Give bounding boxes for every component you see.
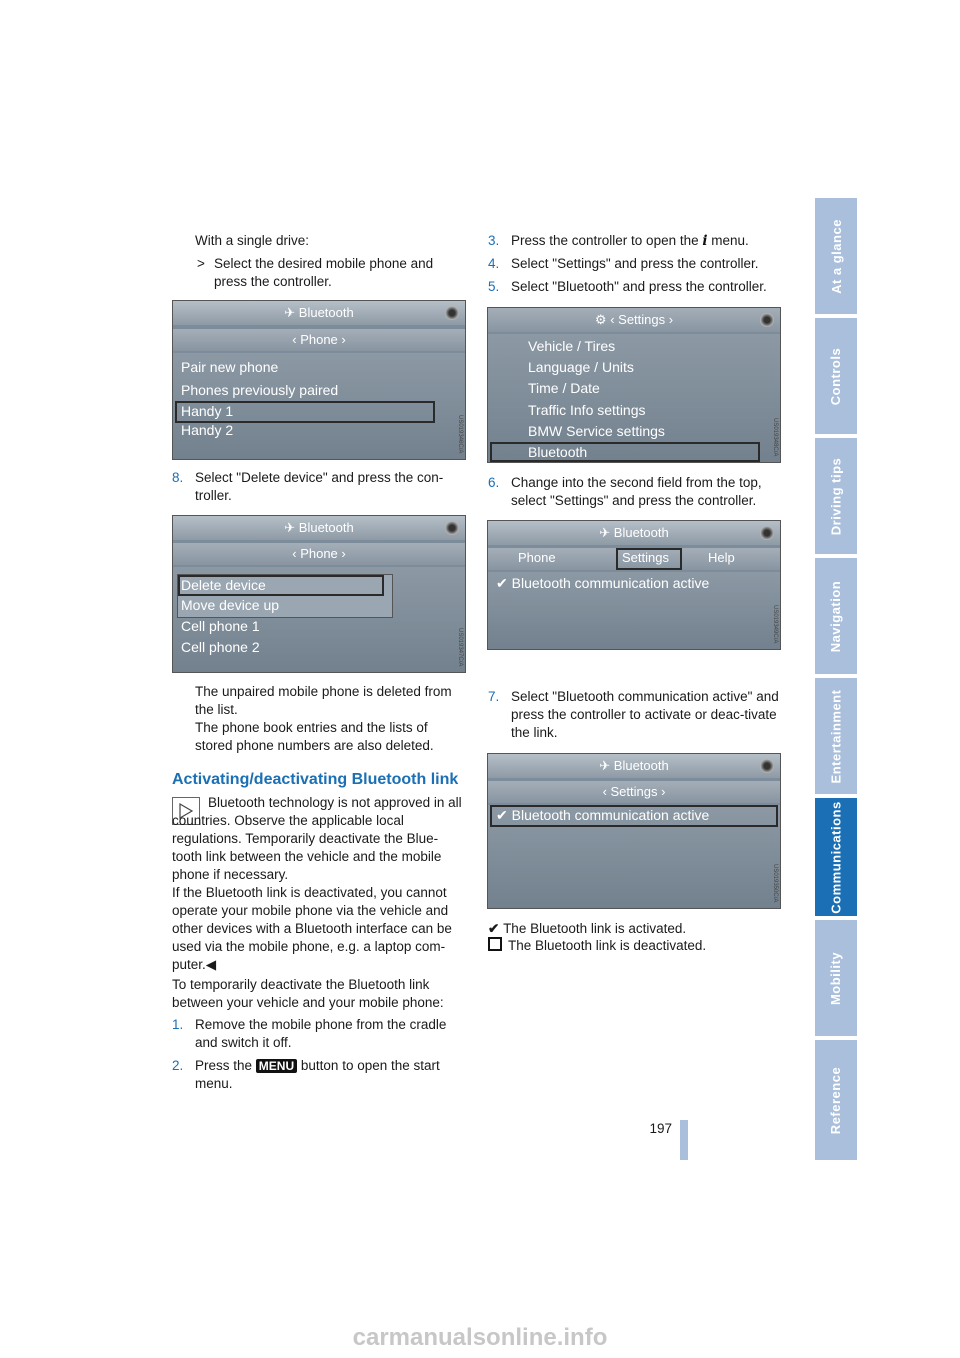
screen-title [173,516,465,540]
controller-icon [445,521,459,535]
screen-title-text: Bluetooth [298,305,354,320]
page-number: 197 [649,1121,672,1136]
image-code: US019350C/A [772,863,778,902]
info-icon: i [702,233,708,249]
side-tab-driving-tips[interactable] [815,438,857,554]
step-number: 6. [488,475,500,490]
screen-title [488,521,780,545]
paragraph: To temporarily deactivate the Bluetooth link between your vehicle and your mobile phone: [172,977,444,1010]
step-2-pre: Press the [195,1058,253,1073]
image-code: US019349C/A [772,604,778,643]
side-tab-label: Navigation [828,580,844,652]
result-text-1: The unpaired mobile phone is deleted from the list. [195,684,452,717]
screen-item: Time / Date [528,380,600,396]
screen-subtitle-text: ‹ Settings › [610,312,674,327]
watermark: carmanualsonline.info [352,1324,608,1351]
tab-settings: Settings [622,550,669,565]
side-tab-label: Controls [828,347,844,405]
tab-help: Help [708,550,735,565]
controller-icon [760,526,774,540]
screen-item: Vehicle / Tires [528,338,616,354]
screen-title-text: Bluetooth [613,525,669,540]
screen-item-text: Bluetooth communication active [511,807,710,823]
step-2-text [195,1057,463,1093]
note-continuation [172,884,464,974]
controller-icon [445,306,459,320]
side-tab-label: At a glance [828,218,844,294]
page-number-bar [680,1120,688,1160]
step-number: 2. [172,1058,184,1073]
note-continuation-text: If the Bluetooth link is deactivated, you cannot operate your mobile phone via the vehicle and other devices with a Bluetooth interface can be used via the mobile phone, e.g. a laptop com-puter. [172,885,452,972]
bluetooth-icon: ✈ [284,520,299,535]
side-tab-mobility[interactable] [815,920,857,1036]
step-8-text: Select "Delete device" and press the con-troller. [195,470,444,503]
screen-item: Cell phone 2 [181,639,260,655]
side-tab-label: Entertainment [828,689,844,783]
screen-item-selected: Delete device [181,577,266,593]
controller-icon [760,313,774,327]
screenshot-phone-list [172,300,466,460]
step-4-text: Select "Settings" and press the controller. [511,256,759,271]
screenshot-bluetooth-active [487,753,781,909]
intro-text: With a single drive: [195,233,310,248]
legend-deactivated [488,937,778,955]
side-tab-entertainment[interactable] [815,678,857,794]
screen-item: Traffic Info settings [528,402,646,418]
image-code: US019348C/A [772,417,778,456]
screen-title-text: Bluetooth [298,520,354,535]
screen-item [496,575,709,592]
screenshot-delete-device [172,515,466,673]
end-marker: ◀ [205,957,217,972]
step-number: 4. [488,256,500,271]
step-7-text: Select "Bluetooth communication active" and press the controller to activate or deac-tivate the link. [511,689,779,740]
step-number: 1. [172,1017,184,1032]
side-tab-navigation[interactable] [815,558,857,674]
step-number: 8. [172,470,184,485]
legend-activated-text: The Bluetooth link is activated. [503,921,687,936]
side-tab-at-a-glance[interactable] [815,198,857,314]
image-code: US019346C/A [457,414,463,453]
bullet-text: Select the desired mobile phone and press the controller. [214,256,434,289]
step-number: 7. [488,689,500,704]
empty-box-icon [488,937,502,951]
legend-activated [488,920,778,938]
screen-subtitle: ‹ Settings › [488,781,780,803]
screen-item: Pair new phone [181,359,279,375]
section-heading: Activating/deactivating Bluetooth link [172,771,459,788]
controller-icon [760,759,774,773]
settings-icon: ⚙ [594,312,611,327]
screen-item-selected: Handy 1 [181,403,234,419]
step-1-text: Remove the mobile phone from the cradle and switch it off. [195,1017,447,1050]
screen-item: BMW Service settings [528,423,665,439]
bullet-marker: > [197,256,205,271]
screen-item-text: Bluetooth communication active [511,575,710,591]
screen-item-selected [496,807,709,824]
step-3-text [511,232,781,250]
checkmark-icon: ✔ [496,807,512,823]
checkmark-icon: ✔ [488,921,504,936]
step-2-post: button to open the start menu. [195,1058,440,1091]
screen-subtitle: ‹ Phone › [173,543,465,565]
image-code: US019347C/A [457,627,463,666]
note-text: Bluetooth technology is not approved in all countries. Observe the applicable local regulations. Temporarily deactivate the Blue-tooth link between the vehicle and the mobile phone if necessary. [172,795,462,882]
step-number: 3. [488,233,500,248]
screen-title [173,301,465,325]
side-tab-reference[interactable] [815,1040,857,1160]
screenshot-bluetooth-settings [487,520,781,650]
bluetooth-icon: ✈ [599,525,614,540]
side-tab-label: Reference [828,1066,844,1134]
screenshot-settings-menu [487,307,781,463]
screen-subtitle [488,308,780,332]
side-tab-label: Driving tips [828,457,844,535]
side-tab-label: Mobility [828,951,844,1005]
screen-title-text: Bluetooth [613,758,669,773]
side-tab-label: Communications [828,800,844,914]
screen-title [488,754,780,778]
screen-item: Cell phone 1 [181,618,260,634]
step-3-post: menu. [711,233,749,248]
step-5-text: Select "Bluetooth" and press the controller. [511,279,767,294]
screen-item: Phones previously paired [181,382,339,398]
step-6-text: Change into the second field from the top, select "Settings" and press the controller. [511,475,762,508]
screen-item-selected: Bluetooth [528,444,588,460]
bluetooth-icon: ✈ [284,305,299,320]
result-text-2: The phone book entries and the lists of stored phone numbers are also deleted. [195,720,434,753]
step-3-pre: Press the controller to open the [511,233,699,248]
screen-item: Move device up [181,597,280,613]
menu-button-icon: MENU [256,1059,297,1073]
checkmark-icon: ✔ [496,575,512,591]
side-tab-controls[interactable] [815,318,857,434]
legend-deactivated-text: The Bluetooth link is deactivated. [508,938,707,953]
side-tab-communications[interactable] [815,798,857,916]
bluetooth-icon: ✈ [599,758,614,773]
screen-item: Language / Units [528,359,634,375]
screen-item: Handy 2 [181,422,234,438]
screen-subtitle: ‹ Phone › [173,329,465,351]
tab-phone: Phone [518,550,556,565]
step-number: 5. [488,279,500,294]
